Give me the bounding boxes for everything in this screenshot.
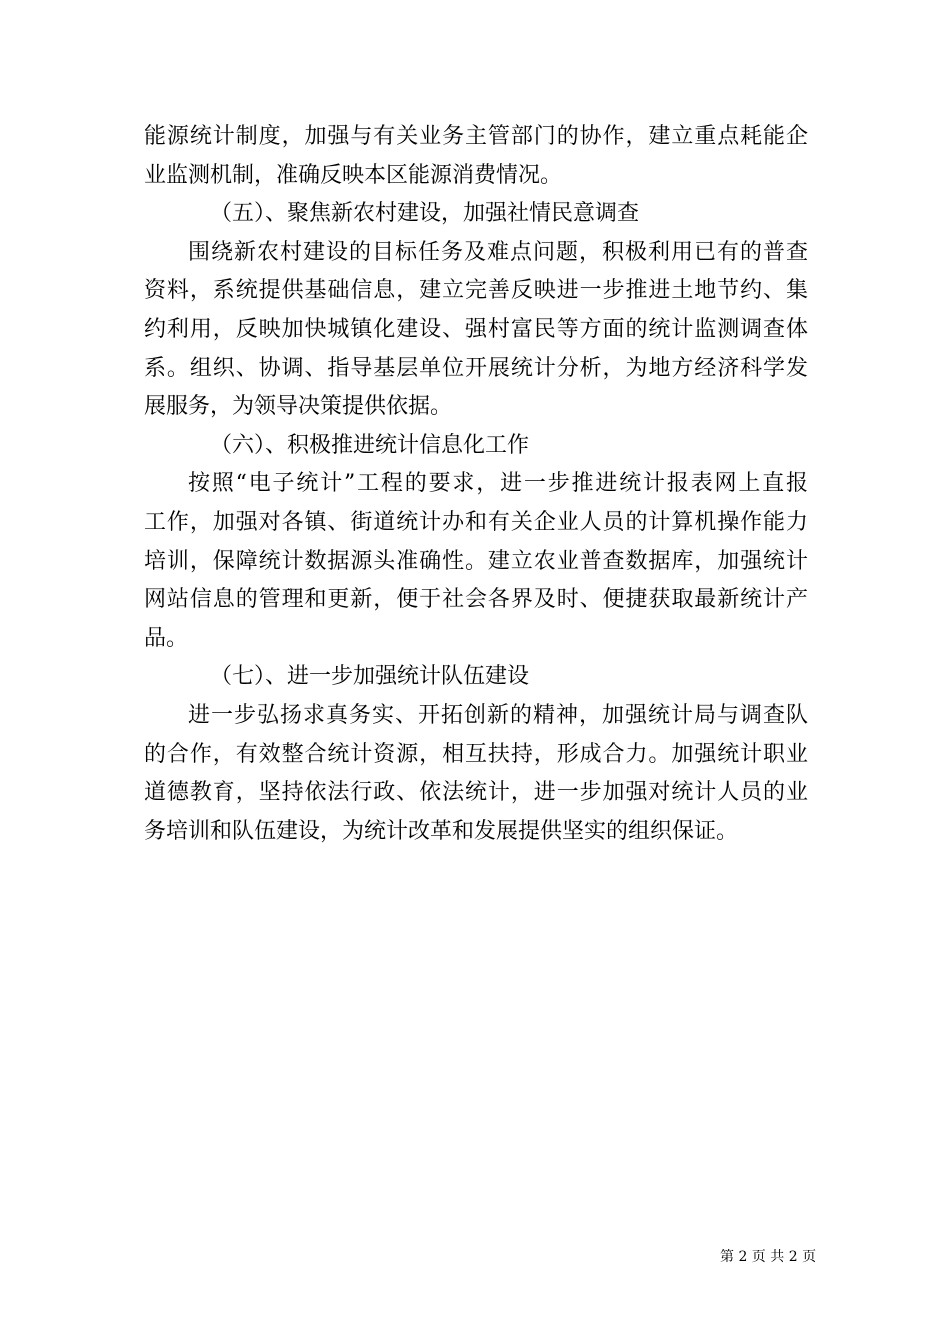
paragraph-line: 务培训和队伍建设，为统计改革和发展提供坚实的组织保证。 <box>144 818 739 844</box>
paragraph-line: 展服务，为领导决策提供依据。 <box>144 394 453 420</box>
section-heading-6: （六）、积极推进统计信息化工作 <box>210 432 530 458</box>
paragraph-line: 业监测机制，准确反映本区能源消费情况。 <box>144 162 563 188</box>
paragraph-line: 道德教育，坚持依法行政、依法统计，进一步加强对统计人员的业 <box>144 780 808 806</box>
paragraph-line: 网站信息的管理和更新，便于社会各界及时、便捷获取最新统计产 <box>144 587 808 613</box>
paragraph-line: 进一步弘扬求真务实、开拓创新的精神，加强统计局与调查队 <box>188 702 808 728</box>
paragraph-line: 约利用，反映加快城镇化建设、强村富民等方面的统计监测调查体 <box>144 316 808 342</box>
paragraph-line: 能源统计制度，加强与有关业务主管部门的协作，建立重点耗能企 <box>144 124 808 149</box>
paragraph-line: 品。 <box>144 625 189 651</box>
document-body <box>144 118 808 851</box>
section-heading-5: （五）、聚焦新农村建设，加强社情民意调查 <box>210 201 640 227</box>
section-heading-7: （七）、进一步加强统计队伍建设 <box>210 664 530 690</box>
paragraph-line: 围绕新农村建设的目标任务及难点问题，积极利用已有的普查 <box>188 239 808 265</box>
paragraph-line: 工作，加强对各镇、街道统计办和有关企业人员的计算机操作能力 <box>144 509 808 535</box>
page-number: 第 2 页 共 2 页 <box>720 1249 817 1265</box>
paragraph-line: 系。组织、协调、指导基层单位开展统计分析，为地方经济科学发 <box>144 355 808 381</box>
paragraph-line: 的合作，有效整合统计资源，相互扶持，形成合力。加强统计职业 <box>144 741 808 767</box>
paragraph-line: 培训，保障统计数据源头准确性。建立农业普查数据库，加强统计 <box>144 548 808 574</box>
paragraph-line: 按照“电子统计”工程的要求，进一步推进统计报表网上直报 <box>188 471 808 497</box>
paragraph-line: 资料，系统提供基础信息，建立完善反映进一步推进土地节约、集 <box>144 278 808 304</box>
